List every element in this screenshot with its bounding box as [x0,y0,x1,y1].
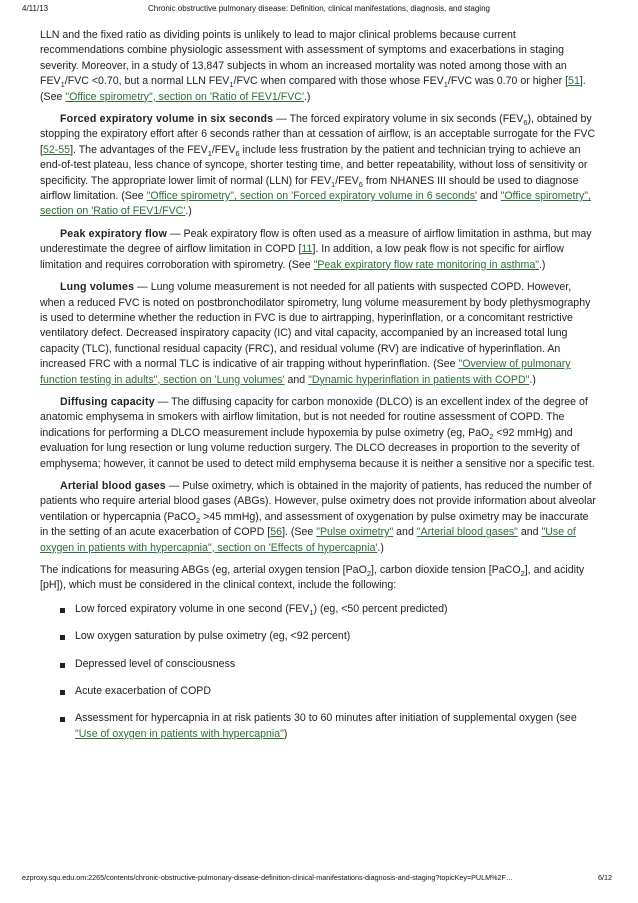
section-term: Diffusing capacity [60,395,155,408]
list-item: Low oxygen saturation by pulse oximetry (eg, <92 percent) [60,629,596,644]
print-url: ezproxy.squ.edu.om:2265/contents/chronic-obstructive-pulmonary-disease-definition-clinical-manifestations-diagnosis-and-staging?topicKey=PULM%2F… [22,873,514,882]
reference-link[interactable]: 11 [301,243,313,256]
square-bullet-icon [60,608,65,613]
section-term: Forced expiratory volume in six seconds [60,113,274,126]
abg-indication-list [40,602,596,742]
see-also-link[interactable]: "Pulse oximetry" [316,526,394,539]
page-header [0,4,638,18]
paragraph-diffusing-capacity: Diffusing capacity — The diffusing capacity for carbon monoxide (DLCO) is an excellent index of the degree of anatomic emphysema in smokers with airflow limitation, but is not needed for routine assessment of COPD. The indications for performing a DLCO measurement include hypoxemia by pulse oximetry (eg, PaO$_2$ <92 mmHg) and evaluation for lung resection or lung volume reduction surgery. The DLCO decreases in proportion to the severity of emphysema; however, it cannot be used to detect mild emphysema because it is neither a sensitive nor a specific test. [40,395,595,470]
reference-link[interactable]: 52-55 [42,143,71,156]
square-bullet-icon [60,690,65,695]
print-date: 4/11/13 [22,4,49,13]
see-also-link[interactable]: "Office spirometry", section on 'Forced expiratory volume in 6 seconds' [146,190,478,203]
see-also-link[interactable]: "Office spirometry", section on 'Ratio of FEV1/FVC' [65,90,304,103]
list-item: Assessment for hypercapnia in at risk patients 30 to 60 minutes after initiation of supplemental oxygen (see "Use of oxygen in patients with hypercapnia") [60,711,596,742]
paragraph-peak-flow: Peak expiratory flow — Peak expiratory flow is often used as a measure of airflow limitation in asthma, but may underestimate the degree of airflow limitation in COPD [11]. In addition, a low peak flow is not specific for airflow limitation and requires corroboration with spirometry. (See "Peak expiratory flow rate monitoring in asthma".) [40,227,592,271]
square-bullet-icon [60,717,65,722]
article-body [40,28,596,754]
see-also-link[interactable]: "Use of oxygen in patients with hypercapnia" [75,727,284,740]
paragraph-fev6: Forced expiratory volume in six seconds — The forced expiratory volume in six seconds $(FEV_6)$, obtained by stopping the expiratory effort after 6 seconds rather than at cessation of airflow, is an acceptable surrogate for the FVC [52-55]. The advantages of the $FEV_1/FEV_6$ include less frustration by the patient and technician trying to achieve an end-of-test plateau, less chance of syncope, shorter testing time, and better repeatability, without loss of sensitivity or specificity. The appropriate lower limit of normal (LLN) for $FEV_1/FEV_6$ from NHANES III should be used to diagnose airflow limitation. (See "Office spirometry", section on 'Forced expiratory volume in 6 seconds' and "Office spirometry", section on 'Ratio of FEV1/FVC'.) [40,113,596,218]
paragraph-abg-indications: The indications for measuring ABGs (eg, arterial oxygen tension [PaO$_2$], carbon dioxide tension [PaCO$_2$], and acidity [pH]), which must be considered in the clinical context, include the following: [40,564,585,592]
section-term: Lung volumes [60,281,135,294]
section-term: Arterial blood gases [60,479,166,492]
paragraph-lln: LLN and the fixed ratio as dividing points is unlikely to lead to major clinical problems because current recommendations combine physiologic assessment with assessment of symptoms and exacerbations in staging severity. Moreover, in a study of 13,847 subjects in whom an increased mortality was noted among those with an $FEV_1$/FVC <0.70, but a normal LLN $FEV_1$/FVC when compared with those whose $FEV_1$/FVC was 0.70 or higher [51]. (See "Office spirometry", section on 'Ratio of FEV1/FVC'.) [40,29,586,103]
paragraph-lung-volumes: Lung volumes — Lung volume measurement is not needed for all patients with suspected COPD. However, when a reduced FVC is noted on postbronchodilator spirometry, lung volume measurement by body plethysmography is used to determine whether the reduction in FVC is due to airtrapping, hyperinflation, or a concomitant restrictive ventilatory defect. Decreased inspiratory capacity (IC) and vital capacity, accompanied by an increased total lung capacity (TLC), functional residual capacity (FRC), and residual volume (RV) are indicative of hyperinflation. An increased FRC with a normal TLC is indicative of air trapping without hyperinflation. (See "Overview of pulmonary function testing in adults", section on 'Lung volumes' and "Dynamic hyperinflation in patients with COPD".) [40,281,591,386]
page-number: 6/12 [598,873,612,882]
see-also-link[interactable]: "Use of oxygen in patients with hypercapnia", section on 'Effects of hypercapnia' [40,526,576,554]
paragraph-arterial-blood-gases: Arterial blood gases — Pulse oximetry, which is obtained in the majority of patients, has reduced the number of patients who require arterial blood gases (ABGs). However, pulse oximetry does not provide information about alveolar ventilation or hypercapnia (PaCO$_2$ >45 mmHg), and assessment of oxygenation by pulse oximetry may be inaccurate in the setting of an acute exacerbation of COPD [56]. (See "Pulse oximetry" and "Arterial blood gases" and "Use of oxygen in patients with hypercapnia", section on 'Effects of hypercapnia'.) [40,479,596,554]
see-also-link[interactable]: "Peak expiratory flow rate monitoring in asthma" [313,258,539,271]
square-bullet-icon [60,663,65,668]
print-title: Chronic obstructive pulmonary disease: Definition, clinical manifestations, diagnosis, and staging [148,4,490,13]
reference-link[interactable]: 51 [568,75,580,88]
see-also-link[interactable]: "Arterial blood gases" [416,526,518,539]
square-bullet-icon [60,635,65,640]
see-also-link[interactable]: "Overview of pulmonary function testing in adults", section on 'Lung volumes' [40,358,571,386]
list-item: Depressed level of consciousness [60,657,596,672]
reference-link[interactable]: 56 [270,526,283,539]
see-also-link[interactable]: "Dynamic hyperinflation in patients with COPD" [308,373,530,386]
see-also-link[interactable]: "Office spirometry", section on 'Ratio of FEV1/FVC' [40,190,591,218]
list-item: Low forced expiratory volume in one second $(FEV_1)$ (eg, <50 percent predicted) [60,602,596,617]
list-item: Acute exacerbation of COPD [60,684,596,699]
section-term: Peak expiratory flow [60,227,168,240]
